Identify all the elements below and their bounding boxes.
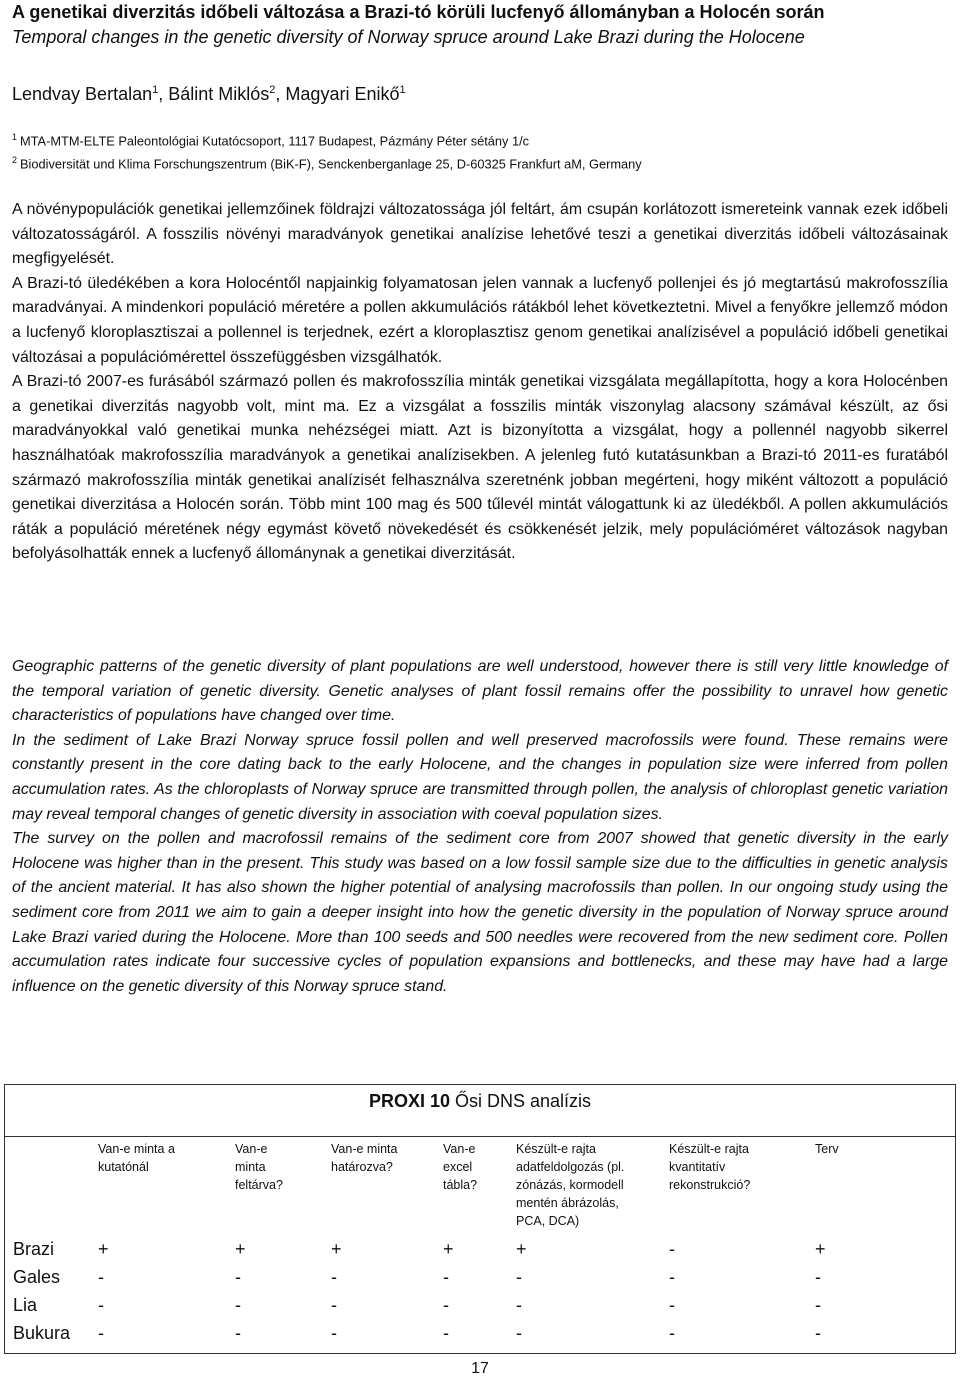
table-cell: - [669, 1267, 675, 1287]
author-name: Bálint Miklós [168, 84, 270, 104]
paragraph: Geographic patterns of the genetic diversity of plant populations are well understood, however there is still very little knowledge of the temporal variation of genetic diversity. Genetic analyses of plant fossil remains offer the possibility to unravel how genetic characteristics of populations have changed over time. [12, 658, 948, 725]
paragraph: A növénypopulációk genetikai jellemzőinek földrajzi változatossága jól feltárt, ám csupán korlátozott ismereteink vannak ezek időbeli változatosságáról. A fosszilis növényi maradványok genetikai analízise lehetővé teszi a genetikai diverzitás időbeli változásainak megfigyelését. [12, 201, 948, 268]
column-header-line: határozva? [331, 1160, 393, 1174]
table-cell: - [516, 1295, 522, 1315]
abstract-english [12, 655, 948, 999]
column-header [443, 1140, 477, 1194]
author-affiliation-mark: 1 [399, 84, 406, 96]
table-cell: - [98, 1295, 104, 1315]
paragraph: A Brazi-tó 2007-es furásából származó pollen és makrofosszília minták genetikai vizsgálata megállapította, hogy a kora Holocénben a genetikai diverzitás nagyobb volt, mint ma. Ez a vizsgálat a fosszilis minták viszonylag alacsony számával készült, az ősi maradványokkal való genetikai munka nehézségei miatt. Azt is bizonyította a vizsgálat, hogy a pollennél nagyobb sikerrel használhatóak makrofosszília maradványok a genetikai analízisekben. A jelenleg futó kutatásunkban a Brazi-tó 2011-es furatából származó makrofosszília minták genetikai analízisét felhasználva szeretnénk jobban megérteni, hogy miként változott a populáció genetikai diverzitása a Holocén során. Több mint 100 mag és 500 tűlevél mintát válogattunk ki az üledékből. A pollen akkumulációs ráták a populáció méretének négy egymást követő növekedését és csökkenését jelzik, mely populációméret változások nagyban befolyásolhatták ennek a lucfenyő állománynak a genetikai diverzitását. [12, 373, 948, 563]
table-cell: - [235, 1267, 241, 1287]
column-header-line: kvantitatív [669, 1160, 726, 1174]
table-cell: - [443, 1295, 449, 1315]
column-header-line: feltárva? [235, 1178, 283, 1192]
table-cell: - [331, 1267, 337, 1287]
column-header-line: Készült-e rajta [669, 1142, 749, 1156]
column-header [331, 1140, 397, 1176]
affiliation-text: MTA-MTM-ELTE Paleontológiai Kutatócsoport, 1117 Budapest, Pázmány Péter sétány 1/c [20, 133, 530, 149]
column-header [516, 1140, 624, 1230]
page-number: 17 [471, 1360, 489, 1377]
affiliation-text: Biodiversität und Klima Forschungszentrum (BiK-F), Senckenberganlage 25, D-60325 Frankfurt aM, Germany [20, 156, 642, 172]
column-header-line: rekonstrukció? [669, 1178, 751, 1192]
row-label: Lia [13, 1295, 38, 1315]
table-cell: - [815, 1323, 821, 1343]
table-cell: - [669, 1239, 675, 1259]
column-header-line: adatfeldolgozás (pl. [516, 1160, 625, 1174]
table-divider [5, 1136, 955, 1137]
author-name: Lendvay Bertalan [12, 84, 153, 104]
paragraph: In the sediment of Lake Brazi Norway spruce fossil pollen and well preserved macrofossils were found. These remains were constantly present in the core dating back to the early Holocene, and the changes in population size were inferred from pollen accumulation rates. As the chloroplasts of Norway spruce are transmitted through pollen, the analysis of chloroplast genetic variation may reveal temporal changes of genetic diversity in association with coeval population sizes. [12, 731, 948, 823]
table-cell: - [98, 1267, 104, 1287]
column-header [815, 1140, 839, 1158]
title-hungarian: A genetikai diverzitás időbeli változása a Brazi-tó körüli lucfenyő állományban a Holocén során [12, 2, 825, 22]
paragraph: The survey on the pollen and macrofossil remains of the sediment core from 2007 showed that genetic diversity in the early Holocene was higher than in the present. This study was based on a low fossil sample size due to the difficulties in genetic analysis of the ancient material. It has also shown the higher potential of analysing macrofossils than pollen. In our ongoing study using the sediment core from 2011 we aim to gain a deeper insight into how the genetic diversity in the population of Norway spruce around Lake Brazi varied during the Holocene. More than 100 seeds and 500 needles were recovered from the new sediment core. Pollen accumulation rates indicate four successive cycles of population expansions and bottlenecks, and these may have had a large influence on the genetic diversity of this Norway spruce stand. [12, 830, 948, 995]
table-cell: + [98, 1239, 109, 1259]
proxi-code: PROXI 10 [368, 1091, 450, 1111]
column-header-line: zónázás, kormodell [516, 1178, 624, 1192]
table-cell: - [516, 1267, 522, 1287]
column-header-line: Van-e [443, 1142, 476, 1156]
abstract-hungarian [12, 198, 948, 567]
paragraph: A Brazi-tó üledékében a kora Holocéntől napjainkig folyamatosan jelen vannak a lucfenyő pollenjei és jó megtartású makrofosszília maradványai. A mindenkori populáció méretére a pollen akkumulációs rátákból lehet következtetni. Mivel a fenyőkre jellemző módon a lucfenyő kloroplasztiszai a pollennel is terjednek, ezért a kloroplasztisz genom genetikai analízisével a populáció időbeli genetikai változásai a populációmérettel összefüggésben vizsgálhatók. [12, 274, 948, 366]
column-header-line: minta [235, 1160, 266, 1174]
author-affiliation-mark: 1 [152, 84, 159, 96]
table-cell: - [331, 1323, 337, 1343]
table-cell: - [98, 1323, 104, 1343]
affiliation-number: 1 [12, 132, 18, 142]
affiliation-1 [12, 128, 529, 150]
proxi-table-frame [4, 1084, 956, 1354]
table-cell: + [516, 1239, 527, 1259]
table-cell: - [669, 1323, 675, 1343]
table-cell: - [516, 1323, 522, 1343]
column-header-line: PCA, DCA) [516, 1214, 580, 1228]
author-name: Magyari Enikő [285, 84, 400, 104]
column-header-line: excel [443, 1160, 473, 1174]
proxi-title-text: Ősi DNS analízis [450, 1091, 592, 1111]
column-header-line: mentén ábrázolás, [516, 1196, 619, 1210]
affiliation-2 [12, 151, 642, 173]
row-label: Gales [13, 1267, 61, 1287]
table-cell: - [669, 1295, 675, 1315]
author-affiliation-mark: 2 [269, 84, 276, 96]
title-english: Temporal changes in the genetic diversity of Norway spruce around Lake Brazi during the Holocene [12, 27, 805, 47]
column-header-line: kutatónál [98, 1160, 149, 1174]
column-header [669, 1140, 750, 1194]
table-cell: - [443, 1323, 449, 1343]
table-cell: + [443, 1239, 454, 1259]
table-cell: + [331, 1239, 342, 1259]
table-cell: - [235, 1323, 241, 1343]
column-header-line: Van-e minta a [98, 1142, 175, 1156]
author-separator: , [158, 84, 169, 104]
table-cell: + [815, 1239, 826, 1259]
column-header [98, 1140, 175, 1176]
table-cell: - [815, 1295, 821, 1315]
column-header-line: Terv [815, 1142, 839, 1156]
proxi-table-title [5, 1088, 955, 1114]
affiliation-number: 2 [12, 155, 18, 165]
table-cell: - [443, 1267, 449, 1287]
author-separator: , [275, 84, 286, 104]
column-header-line: tábla? [443, 1178, 478, 1192]
table-cell: - [235, 1295, 241, 1315]
table-cell: + [235, 1239, 246, 1259]
table-cell: - [331, 1295, 337, 1315]
row-label: Brazi [13, 1239, 55, 1259]
column-header-line: Van-e [235, 1142, 268, 1156]
column-header [235, 1140, 283, 1194]
table-cell: - [815, 1267, 821, 1287]
author-list [12, 77, 406, 107]
column-header-line: Készült-e rajta [516, 1142, 596, 1156]
row-label: Bukura [13, 1323, 71, 1343]
column-header-line: Van-e minta [331, 1142, 398, 1156]
